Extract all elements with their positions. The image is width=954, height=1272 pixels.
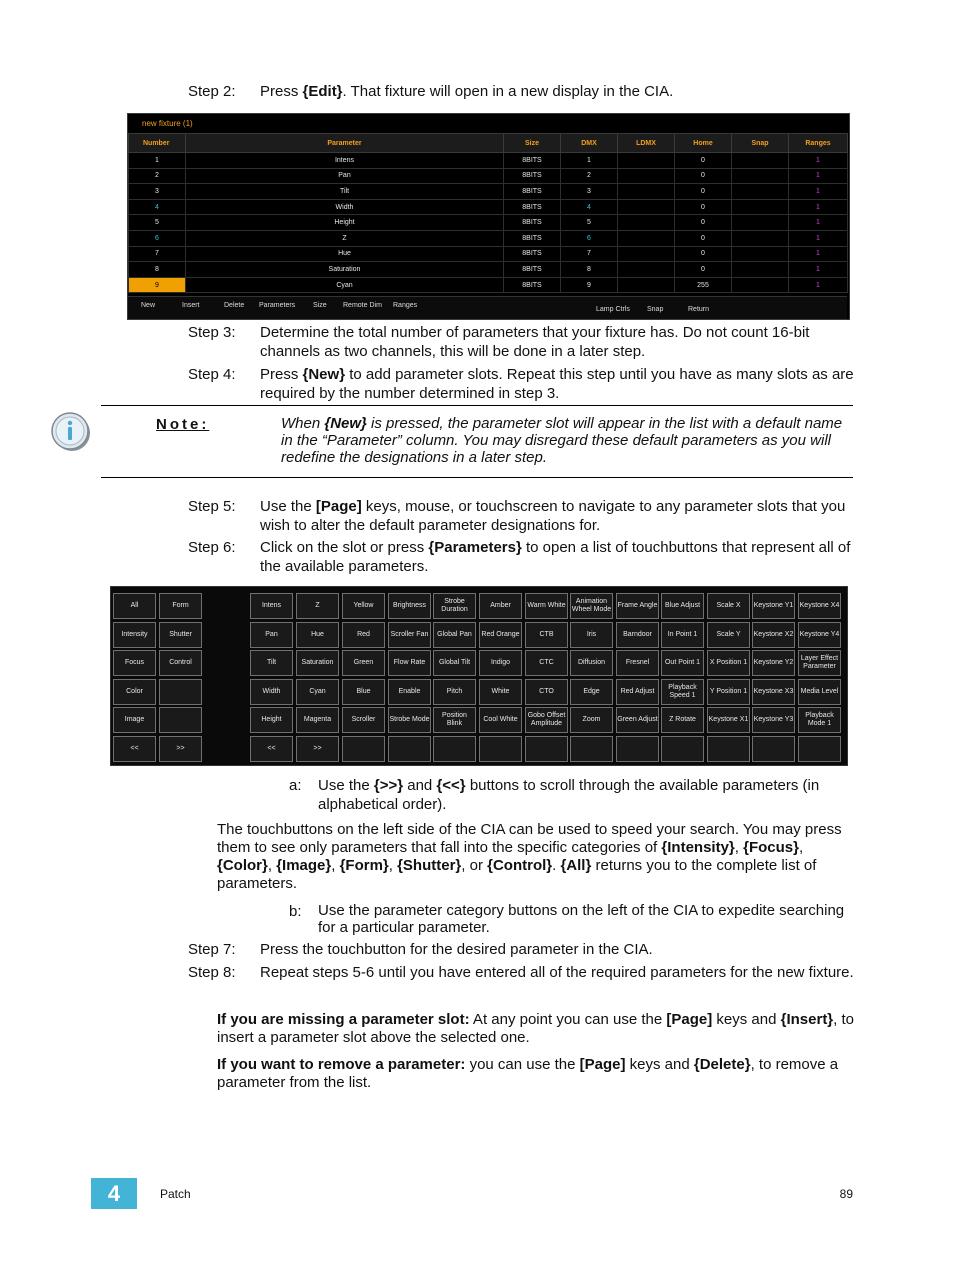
parameter-touchbutton[interactable]: Z xyxy=(296,593,339,619)
parameter-touchbutton[interactable]: Enable xyxy=(388,679,431,705)
remove-parameter-paragraph: If you want to remove a parameter: you can use the [Page] keys and {Delete}, to remove a parameter from the list. xyxy=(217,1056,839,1091)
parameter-touchbutton[interactable]: Scroller Fan xyxy=(388,622,431,648)
table-cell: 1 xyxy=(561,153,618,169)
parameter-touchbutton[interactable]: Keystone Y4 xyxy=(798,622,841,648)
step-6-label: Step 6: xyxy=(188,539,236,556)
table-row[interactable] xyxy=(129,262,848,278)
table-cell: 0 xyxy=(675,246,732,262)
table-cell: 1 xyxy=(789,262,848,278)
table-cell: 1 xyxy=(789,153,848,169)
table-cell xyxy=(618,184,675,200)
parameter-touchbutton[interactable]: << xyxy=(113,736,156,762)
table-cell: 1 xyxy=(789,215,848,231)
table-cell xyxy=(732,168,789,184)
softkey-ranges[interactable]: Ranges xyxy=(393,302,418,309)
parameter-touchbutton[interactable] xyxy=(342,736,385,762)
column-header: LDMX xyxy=(618,134,675,153)
parameter-touchbutton[interactable]: Fresnel xyxy=(616,650,659,676)
table-cell xyxy=(732,184,789,200)
parameter-touchbutton[interactable]: Green xyxy=(342,650,385,676)
table-cell xyxy=(732,277,789,293)
parameter-touchbutton[interactable]: Magenta xyxy=(296,707,339,733)
table-cell: 8 xyxy=(129,262,186,278)
parameter-touchbutton[interactable]: Keystone Y1 xyxy=(752,593,795,619)
parameter-touchbutton[interactable] xyxy=(707,736,750,762)
parameter-touchbutton[interactable]: Intens xyxy=(250,593,293,619)
table-cell: Tilt xyxy=(186,184,504,200)
column-header: Number xyxy=(129,134,186,153)
parameter-touchbutton[interactable]: Intensity xyxy=(113,622,156,648)
parameter-touchbutton[interactable]: Keystone Y3 xyxy=(752,707,795,733)
table-cell: Intens xyxy=(186,153,504,169)
parameter-touchbutton[interactable]: >> xyxy=(296,736,339,762)
parameter-touchbutton[interactable]: Flow Rate xyxy=(388,650,431,676)
note-info-icon xyxy=(50,410,92,452)
table-cell: 1 xyxy=(789,277,848,293)
table-cell: 1 xyxy=(789,168,848,184)
table-cell: 1 xyxy=(789,246,848,262)
parameter-touchbutton[interactable]: >> xyxy=(159,736,202,762)
parameter-touchbutton[interactable]: Strobe Duration xyxy=(433,593,476,619)
parameter-touchbutton[interactable]: Scroller xyxy=(342,707,385,733)
table-cell: Cyan xyxy=(186,277,504,293)
parameter-touchbutton[interactable] xyxy=(798,736,841,762)
parameter-touchbutton[interactable]: Frame Angle xyxy=(616,593,659,619)
parameter-touchbutton[interactable]: Height xyxy=(250,707,293,733)
table-cell xyxy=(618,262,675,278)
parameter-touchbutton[interactable]: Form xyxy=(159,593,202,619)
step-2-label: Step 2: xyxy=(188,83,236,100)
sub-a-text: Use the {>>} and {<<} buttons to scroll through the available parameters (in alphabetical order). xyxy=(318,777,820,813)
parameter-touchbutton[interactable]: Control xyxy=(159,650,202,676)
parameter-touchbutton[interactable] xyxy=(159,679,202,705)
parameter-touchbutton[interactable] xyxy=(525,736,568,762)
table-cell: Saturation xyxy=(186,262,504,278)
parameter-touchbutton[interactable]: Barndoor xyxy=(616,622,659,648)
parameter-touchbutton[interactable]: Blue Adjust xyxy=(661,593,704,619)
table-cell xyxy=(732,199,789,215)
table-cell: Height xyxy=(186,215,504,231)
step-3-text: Determine the total number of parameters that your fixture has. Do not count 16-bit channels as two channels, this will be done in a later step. xyxy=(260,324,810,360)
parameter-touchbutton[interactable]: CTO xyxy=(525,679,568,705)
parameter-touchbutton[interactable] xyxy=(570,736,613,762)
parameter-touchbutton[interactable]: Media Level xyxy=(798,679,841,705)
table-cell: 0 xyxy=(675,153,732,169)
softkey-new[interactable]: New xyxy=(141,302,156,309)
table-cell xyxy=(732,230,789,246)
table-cell: 5 xyxy=(129,215,186,231)
parameter-touchbutton-screenshot xyxy=(110,586,848,766)
table-cell xyxy=(618,230,675,246)
table-cell: 1 xyxy=(789,230,848,246)
step-7-text: Press the touchbutton for the desired parameter in the CIA. xyxy=(260,941,653,958)
parameter-touchbutton[interactable]: Brightness xyxy=(388,593,431,619)
parameter-touchbutton[interactable]: Yellow xyxy=(342,593,385,619)
parameter-touchbutton[interactable]: Red Orange xyxy=(479,622,522,648)
table-cell: 255 xyxy=(675,277,732,293)
table-cell: Pan xyxy=(186,168,504,184)
column-header: Size xyxy=(504,134,561,153)
parameter-touchbutton[interactable]: Playback Mode 1 xyxy=(798,707,841,733)
table-cell: 6 xyxy=(561,230,618,246)
table-cell: 6 xyxy=(129,230,186,246)
parameter-touchbutton[interactable]: Pan xyxy=(250,622,293,648)
parameter-touchbutton[interactable] xyxy=(159,707,202,733)
table-cell: 7 xyxy=(129,246,186,262)
parameter-touchbutton[interactable]: Keystone X2 xyxy=(752,622,795,648)
parameter-touchbutton[interactable]: Diffusion xyxy=(570,650,613,676)
softkey-bar xyxy=(128,296,847,319)
table-cell: 0 xyxy=(675,215,732,231)
table-cell: 0 xyxy=(675,199,732,215)
parameter-touchbutton[interactable]: Red xyxy=(342,622,385,648)
note-text: When {New} is pressed, the parameter slot will appear in the list with a default name in the “Parameter” column. You may disregard these default parameters as you will redefine the designations in a later step. xyxy=(281,415,843,466)
parameter-touchbutton[interactable] xyxy=(433,736,476,762)
table-row[interactable] xyxy=(129,184,848,200)
column-header: Home xyxy=(675,134,732,153)
column-header: DMX xyxy=(561,134,618,153)
table-cell: 8BITS xyxy=(504,215,561,231)
table-cell: 1 xyxy=(789,199,848,215)
parameter-touchbutton[interactable]: Playback Speed 1 xyxy=(661,679,704,705)
table-cell: 2 xyxy=(129,168,186,184)
step-4-text: Press {New} to add parameter slots. Repeat this step until you have as many slots as are required by the number determined in step 3. xyxy=(260,366,854,402)
parameter-touchbutton[interactable]: Cyan xyxy=(296,679,339,705)
parameter-touchbutton[interactable]: Out Point 1 xyxy=(661,650,704,676)
category-paragraph: The touchbuttons on the left side of the CIA can be used to speed your search. You may press them to see only parameters that fall into the specific categories of {Intensity}, {Focus}, {Color}, {Image}, {Form}, {Shutter}, or {Control}. {All} returns you to the complete list of parameters. xyxy=(217,821,842,892)
parameter-touchbutton[interactable]: Pitch xyxy=(433,679,476,705)
parameter-touchbutton[interactable]: CTC xyxy=(525,650,568,676)
table-row[interactable] xyxy=(129,199,848,215)
note-top-rule xyxy=(101,405,853,406)
table-cell xyxy=(618,277,675,293)
step-3-label: Step 3: xyxy=(188,324,236,341)
parameter-touchbutton[interactable]: Indigo xyxy=(479,650,522,676)
table-cell xyxy=(732,246,789,262)
parameter-touchbutton[interactable]: Animation Wheel Mode xyxy=(570,593,613,619)
table-cell: 9 xyxy=(561,277,618,293)
table-cell: Hue xyxy=(186,246,504,262)
parameter-touchbutton[interactable]: Tilt xyxy=(250,650,293,676)
table-cell xyxy=(732,153,789,169)
table-cell: 8BITS xyxy=(504,168,561,184)
table-cell: 8BITS xyxy=(504,246,561,262)
parameter-touchbutton[interactable]: Focus xyxy=(113,650,156,676)
chapter-tab: 4 xyxy=(91,1178,137,1209)
sub-b-text: Use the parameter category buttons on the left of the CIA to expedite searching for a particular parameter. xyxy=(318,902,845,936)
parameter-touchbutton[interactable]: Red Adjust xyxy=(616,679,659,705)
parameter-touchbutton[interactable]: Strobe Mode xyxy=(388,707,431,733)
parameter-touchbutton[interactable]: Iris xyxy=(570,622,613,648)
table-cell: 8BITS xyxy=(504,277,561,293)
parameter-touchbutton[interactable] xyxy=(661,736,704,762)
table-cell: 8BITS xyxy=(504,153,561,169)
step-8-text: Repeat steps 5-6 until you have entered all of the required parameters for the new fixture. xyxy=(260,964,854,981)
table-cell: 0 xyxy=(675,184,732,200)
table-cell xyxy=(618,168,675,184)
parameter-touchbutton[interactable]: In Point 1 xyxy=(661,622,704,648)
table-cell: 1 xyxy=(129,153,186,169)
parameter-touchbutton[interactable]: Image xyxy=(113,707,156,733)
parameter-touchbutton[interactable]: Saturation xyxy=(296,650,339,676)
step-8-label: Step 8: xyxy=(188,964,236,981)
fixture-editor-screenshot xyxy=(127,113,850,320)
parameter-touchbutton[interactable]: All xyxy=(113,593,156,619)
table-row[interactable] xyxy=(129,153,848,169)
note-bottom-rule xyxy=(101,477,853,478)
parameter-touchbutton[interactable]: CTB xyxy=(525,622,568,648)
table-cell: 7 xyxy=(561,246,618,262)
parameter-touchbutton[interactable]: Keystone Y2 xyxy=(752,650,795,676)
table-cell: 3 xyxy=(129,184,186,200)
table-cell xyxy=(618,153,675,169)
softkey-lamp-ctrls[interactable]: Lamp Ctrls xyxy=(596,306,630,313)
table-row[interactable] xyxy=(129,215,848,231)
table-cell: 4 xyxy=(129,199,186,215)
step-5-text: Use the [Page] keys, mouse, or touchscreen to navigate to any parameter slots that you wish to alter the default parameter designations for. xyxy=(260,498,846,534)
step-4-label: Step 4: xyxy=(188,366,236,383)
table-cell: 8BITS xyxy=(504,262,561,278)
table-row[interactable] xyxy=(129,277,848,293)
softkey-snap[interactable]: Snap xyxy=(647,306,664,313)
table-row[interactable] xyxy=(129,168,848,184)
fixture-parameter-table xyxy=(128,133,848,293)
parameter-touchbutton[interactable]: Z Rotate xyxy=(661,707,704,733)
parameter-touchbutton[interactable] xyxy=(616,736,659,762)
parameter-touchbutton[interactable]: Layer Effect Parameter xyxy=(798,650,841,676)
parameter-touchbutton[interactable]: Y Position 1 xyxy=(707,679,750,705)
table-cell xyxy=(732,215,789,231)
table-cell: 4 xyxy=(561,199,618,215)
missing-slot-paragraph: If you are missing a parameter slot: At any point you can use the [Page] keys and {Insert}, to insert a parameter slot above the selected one. xyxy=(217,1011,855,1046)
parameter-touchbutton[interactable]: Warm White xyxy=(525,593,568,619)
column-header: Parameter xyxy=(186,134,504,153)
parameter-touchbutton[interactable]: Edge xyxy=(570,679,613,705)
parameter-touchbutton[interactable]: << xyxy=(250,736,293,762)
softkey-return[interactable]: Return xyxy=(688,306,710,313)
table-cell: 8BITS xyxy=(504,230,561,246)
table-cell: 0 xyxy=(675,168,732,184)
table-cell: 5 xyxy=(561,215,618,231)
parameter-touchbutton[interactable]: Amber xyxy=(479,593,522,619)
softkey-insert[interactable]: Insert xyxy=(182,302,200,309)
table-row[interactable] xyxy=(129,230,848,246)
table-cell: 0 xyxy=(675,262,732,278)
parameter-touchbutton[interactable]: Cool White xyxy=(479,707,522,733)
parameter-touchbutton[interactable]: Gobo Offset Amplitude xyxy=(525,707,568,733)
step-7-label: Step 7: xyxy=(188,941,236,958)
parameter-touchbutton[interactable]: Hue xyxy=(296,622,339,648)
parameter-touchbutton[interactable]: Color xyxy=(113,679,156,705)
table-cell: 8 xyxy=(561,262,618,278)
step-5-label: Step 5: xyxy=(188,498,236,515)
parameter-touchbutton[interactable]: Blue xyxy=(342,679,385,705)
parameter-touchbutton[interactable] xyxy=(752,736,795,762)
parameter-touchbutton[interactable]: Position Blink xyxy=(433,707,476,733)
parameter-touchbutton[interactable]: White xyxy=(479,679,522,705)
softkey-remote-dim[interactable]: Remote Dim xyxy=(343,302,382,309)
table-cell: 8BITS xyxy=(504,184,561,200)
table-cell: 0 xyxy=(675,230,732,246)
parameter-touchbutton[interactable]: Global Tilt xyxy=(433,650,476,676)
table-cell xyxy=(618,199,675,215)
table-cell: 8BITS xyxy=(504,199,561,215)
sub-a-label: a: xyxy=(289,777,302,794)
sub-b-label: b: xyxy=(289,903,302,920)
table-cell: 3 xyxy=(561,184,618,200)
parameter-touchbutton[interactable]: Keystone X4 xyxy=(798,593,841,619)
column-header: Snap xyxy=(732,134,789,153)
footer-section-label: Patch xyxy=(160,1187,191,1201)
table-cell: Z xyxy=(186,230,504,246)
step-6-text: Click on the slot or press {Parameters} to open a list of touchbuttons that represent all of the available parameters. xyxy=(260,539,851,575)
parameter-touchbutton[interactable]: Global Pan xyxy=(433,622,476,648)
parameter-touchbutton[interactable]: Scale Y xyxy=(707,622,750,648)
table-cell xyxy=(618,215,675,231)
parameter-touchbutton[interactable]: Green Adjust xyxy=(616,707,659,733)
column-header: Ranges xyxy=(789,134,848,153)
page-number: 89 xyxy=(839,1187,853,1201)
table-cell: 2 xyxy=(561,168,618,184)
softkey-parameters[interactable]: Parameters xyxy=(259,302,296,309)
step-2-text: Press {Edit}. That fixture will open in a new display in the CIA. xyxy=(260,83,674,100)
table-row[interactable] xyxy=(129,246,848,262)
softkey-size[interactable]: Size xyxy=(313,302,327,309)
parameter-touchbutton[interactable]: Scale X xyxy=(707,593,750,619)
parameter-touchbutton[interactable]: Keystone X1 xyxy=(707,707,750,733)
parameter-touchbutton[interactable]: Shutter xyxy=(159,622,202,648)
fixture-title: new fixture (1) xyxy=(142,119,193,128)
parameter-touchbutton[interactable] xyxy=(388,736,431,762)
table-cell: 1 xyxy=(789,184,848,200)
table-cell xyxy=(732,262,789,278)
table-cell xyxy=(618,246,675,262)
table-cell: 9 xyxy=(129,277,186,293)
softkey-delete[interactable]: Delete xyxy=(224,302,245,309)
parameter-touchbutton[interactable]: Keystone X3 xyxy=(752,679,795,705)
parameter-touchbutton[interactable] xyxy=(479,736,522,762)
parameter-touchbutton[interactable]: X Position 1 xyxy=(707,650,750,676)
parameter-touchbutton[interactable]: Width xyxy=(250,679,293,705)
table-cell: Width xyxy=(186,199,504,215)
parameter-touchbutton[interactable]: Zoom xyxy=(570,707,613,733)
note-label: Note: xyxy=(156,416,210,433)
